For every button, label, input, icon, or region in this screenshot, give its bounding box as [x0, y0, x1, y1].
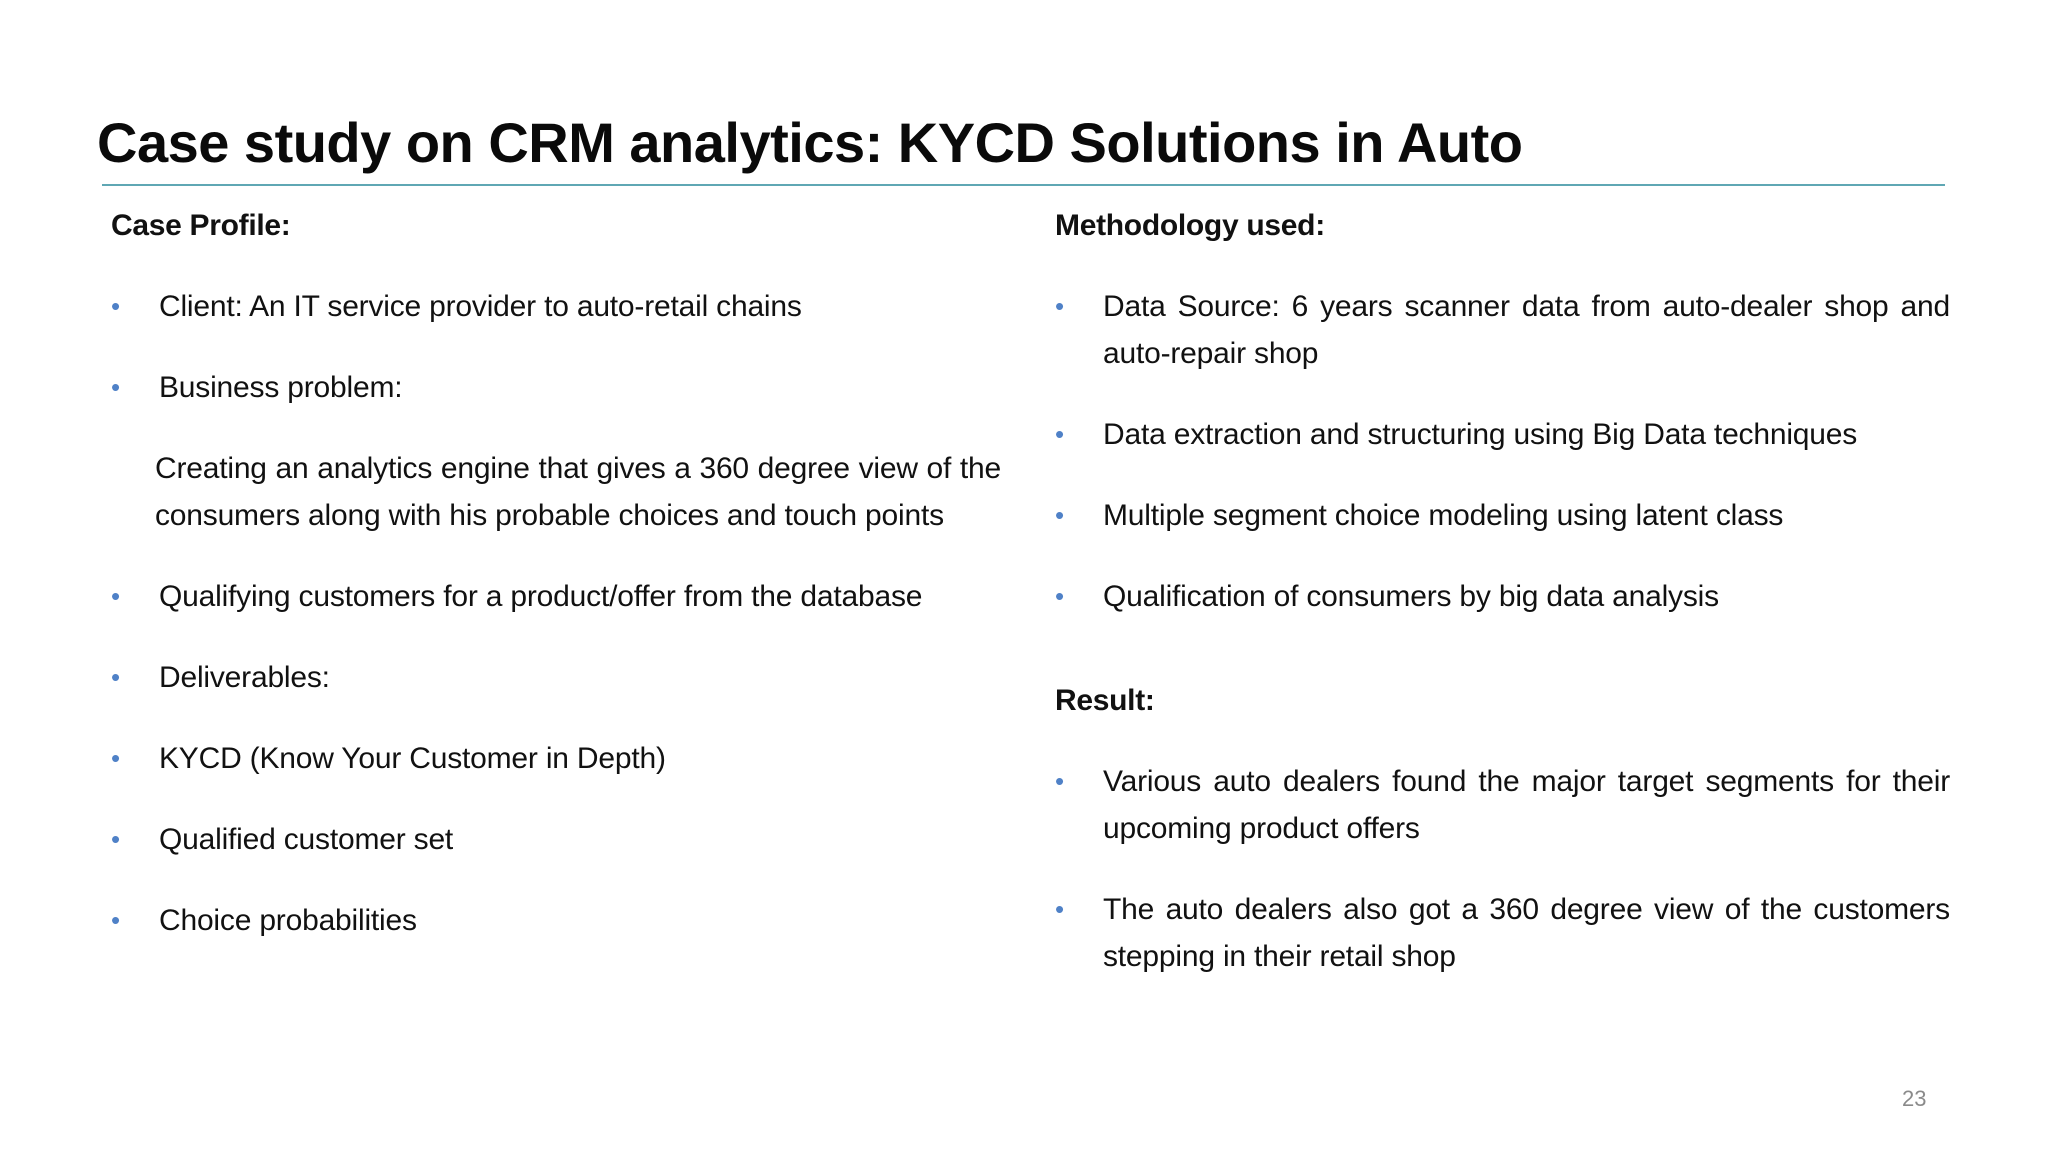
bullet-icon: •	[1055, 500, 1064, 530]
bullet-icon: •	[1055, 419, 1064, 449]
business-problem-text: Business problem:	[159, 371, 403, 404]
list-item-qualified-set	[111, 816, 1001, 863]
list-item-choice-probabilities	[111, 897, 1001, 944]
bullet-icon: •	[1055, 894, 1064, 924]
list-item-kycd	[111, 735, 1001, 782]
methodology-heading: Methodology used:	[1055, 209, 1325, 242]
methodology-column	[1055, 202, 1950, 980]
bullet-icon: •	[111, 372, 120, 402]
problem-description: Creating an analytics engine that gives a 360 degree view of the consumers along with his probable choices and touch points	[155, 452, 1001, 532]
list-item-methodology	[1055, 283, 1950, 377]
bullet-icon: •	[111, 662, 120, 692]
deliverables-text: Deliverables:	[159, 661, 330, 694]
page-number: 23	[1902, 1086, 1927, 1111]
client-text: Client: An IT service provider to auto-retail chains	[159, 290, 802, 323]
result-heading: Result:	[1055, 684, 1155, 717]
list-item-methodology	[1055, 411, 1950, 458]
result-text: Various auto dealers found the major target segments for their upcoming product offers	[1103, 765, 1950, 845]
list-item-qualifying	[111, 573, 1001, 620]
list-item-result	[1055, 886, 1950, 980]
bullet-icon: •	[111, 291, 120, 321]
result-text: The auto dealers also got a 360 degree view of the customers stepping in their retail shop	[1103, 893, 1950, 973]
bullet-icon: •	[111, 743, 120, 773]
bullet-icon: •	[111, 824, 120, 854]
bullet-icon: •	[111, 581, 120, 611]
list-item-business-problem	[111, 364, 1001, 411]
list-item-methodology	[1055, 492, 1950, 539]
choice-probabilities-text: Choice probabilities	[159, 904, 417, 937]
kycd-text: KYCD (Know Your Customer in Depth)	[159, 742, 666, 775]
methodology-text: Qualification of consumers by big data analysis	[1103, 580, 1719, 613]
bullet-icon: •	[1055, 581, 1064, 611]
methodology-text: Data Source: 6 years scanner data from auto-dealer shop and auto-repair shop	[1103, 290, 1950, 370]
case-profile-column	[111, 202, 1001, 944]
qualified-set-text: Qualified customer set	[159, 823, 454, 856]
bullet-icon: •	[1055, 291, 1064, 321]
list-item-client	[111, 283, 1001, 330]
title-divider	[102, 184, 1945, 186]
bullet-icon: •	[111, 905, 120, 935]
methodology-text: Data extraction and structuring using Big Data techniques	[1103, 418, 1858, 451]
list-item-deliverables	[111, 654, 1001, 701]
slide-title: Case study on CRM analytics: KYCD Solutions in Auto	[97, 111, 1523, 174]
case-profile-heading: Case Profile:	[111, 209, 291, 242]
list-item-methodology	[1055, 573, 1950, 620]
bullet-icon: •	[1055, 766, 1064, 796]
methodology-text: Multiple segment choice modeling using latent class	[1103, 499, 1784, 532]
qualifying-text: Qualifying customers for a product/offer from the database	[159, 580, 923, 613]
list-item-result	[1055, 758, 1950, 852]
